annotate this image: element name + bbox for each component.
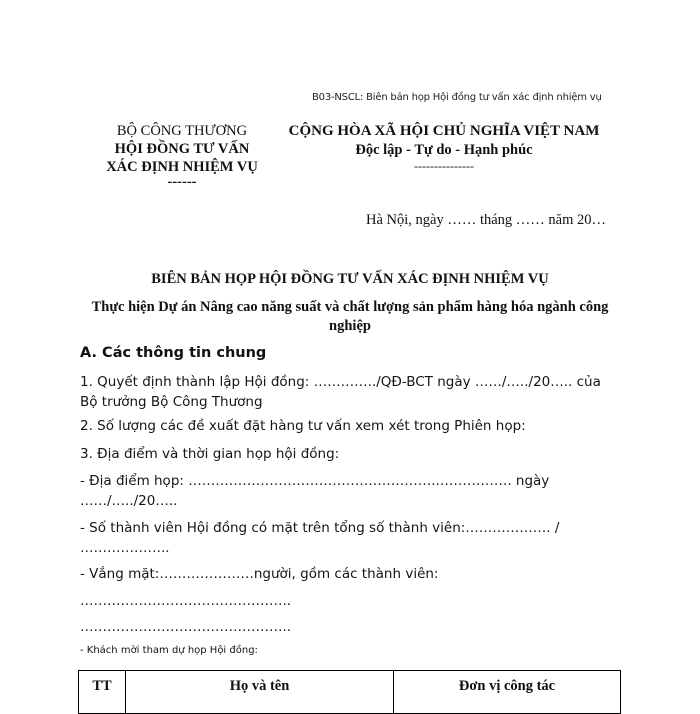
council-name-line2: XÁC ĐỊNH NHIỆM VỤ (106, 159, 258, 175)
document-subtitle: Thực hiện Dự án Nâng cao năng suất và chất lượng sản phẩm hàng hóa ngành công nghiệp (91, 299, 609, 334)
meeting-location: - Địa điểm họp: ………………………………………………..……………. ngày ……/…../20….. (80, 473, 550, 509)
country-name: CỘNG HÒA XÃ HỘI CHỦ NGHĨA VIỆT NAM (288, 123, 600, 139)
guests-note: - Khách mời tham dự họp Hội đồng: (80, 645, 258, 656)
national-motto: Độc lập - Tự do - Hạnh phúc (355, 142, 533, 158)
issuer-header (92, 122, 272, 188)
ministry-name: BỘ CÔNG THƯƠNG (116, 123, 248, 139)
guests-table (78, 670, 621, 714)
header-tt: TT (79, 671, 126, 714)
issuer-separator: ------ (167, 174, 197, 190)
absent-dots-line-2: ……………………………………….. (80, 619, 292, 635)
absent-dots-line-1: ……………………………………….. (80, 593, 292, 609)
section-a-heading: A. Các thông tin chung (80, 345, 267, 361)
item-1-decision: 1. Quyết định thành lập Hội đồng: …………../QĐ-BCT ngày ……/…../20….. của Bộ trưởng Bộ Công Thương (80, 374, 601, 410)
absent-members: - Vắng mặt:…………………người, gồm các thành viên: (80, 566, 439, 582)
document-title: BIÊN BẢN HỌP HỘI ĐỒNG TƯ VẤN XÁC ĐỊNH NHIỆM VỤ (151, 271, 549, 287)
members-present: - Số thành viên Hội đồng có mặt trên tổng số thành viên:………………. / ……………….. (80, 520, 560, 556)
table-header-row (79, 671, 621, 714)
council-name-line1: HỘI ĐỒNG TƯ VẤN (114, 141, 250, 157)
item-2-proposals: 2. Số lượng các đề xuất đặt hàng tư vấn xem xét trong Phiên họp: (80, 418, 526, 434)
document-code: B03-NSCL: Biên bản họp Hội đồng tư vấn xác định nhiệm vụ (312, 92, 602, 103)
header-organization: Đơn vị công tác (394, 671, 621, 714)
header-name: Họ và tên (126, 671, 394, 714)
date-line: Hà Nội, ngày …… tháng …… năm 20… (366, 212, 607, 228)
national-header (276, 122, 612, 172)
item-3-venue-time: 3. Địa điểm và thời gian họp hội đồng: (80, 446, 340, 462)
motto-separator: --------------- (414, 159, 474, 173)
